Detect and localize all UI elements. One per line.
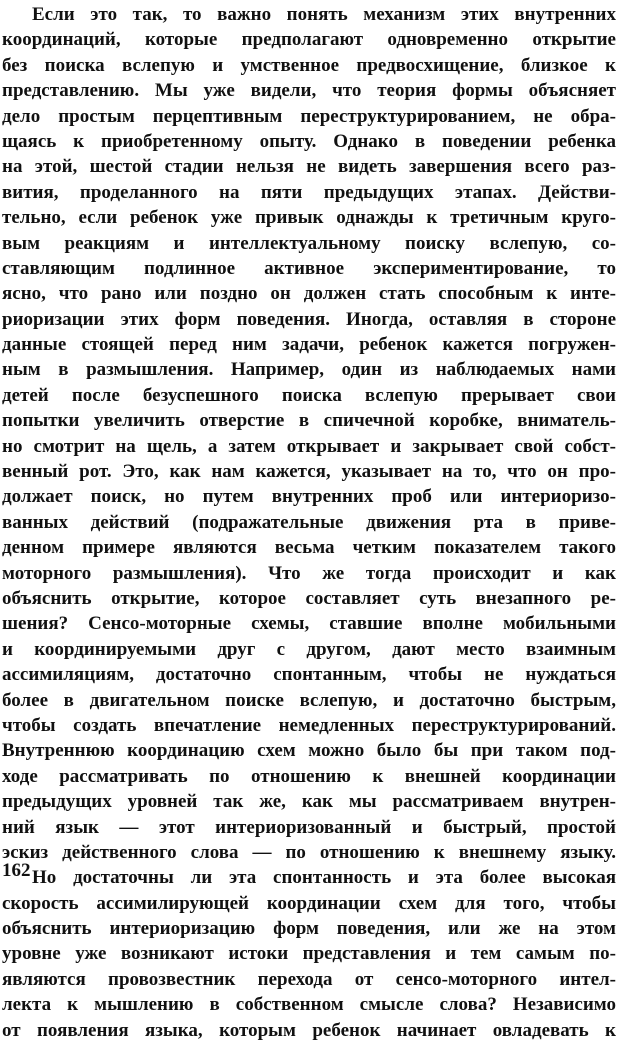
text-line: ний язык — этот интериоризованный и быстрый, простой — [2, 816, 616, 838]
text-line: более в двигательном поиске вслепую, и достаточно быстрым, — [2, 689, 616, 711]
text-line: риоризации этих форм поведения. Иногда, оставляя в стороне — [2, 308, 616, 330]
text-line: вития, проделанного на пяти предыдущих этапах. Действи- — [2, 181, 616, 203]
text-line: попытки увеличить отверстие в спичечной коробке, вниматель- — [2, 410, 616, 432]
text-line: тельно, если ребенок уже привык однажды к третичным круго- — [2, 207, 616, 229]
text-line: и координируемыми друг с другом, дают место взаимным — [2, 638, 616, 660]
text-line: лекта к мышлению в собственном смысле слова? Независимо — [2, 994, 616, 1016]
text-line: предыдущих уровней так же, как мы рассматриваем внутрен- — [2, 791, 616, 813]
text-line: ванных действий (подражательные движения рта в приве- — [2, 511, 616, 533]
text-line: Внутреннюю координацию схем можно было бы при таком под- — [2, 740, 616, 762]
text-line: вым реакциям и интеллектуальному поиску вслепую, со- — [2, 232, 616, 254]
text-line: венный рот. Это, как нам кажется, указывает на то, что он про- — [2, 461, 616, 483]
text-line: Но достаточны ли эта спонтанность и эта более высокая — [32, 867, 616, 889]
text-line: являются провозвестник перехода от сенсо-моторного интел- — [2, 968, 616, 990]
text-line: ассимиляциям, достаточно спонтанным, чтобы не нуждаться — [2, 664, 616, 686]
text-line: ходе рассматривать по отношению к внешней координации — [2, 765, 616, 787]
text-line: дело простым перцептивным переструктурированием, не обра- — [2, 105, 616, 127]
text-line: объяснить интериоризацию форм поведения, или же на этом — [2, 918, 616, 940]
text-line: должает поиск, но путем внутренних проб или интериоризо- — [2, 486, 616, 508]
body-text — [2, 2, 616, 1043]
text-line: ным в размышления. Например, один из наблюдаемых нами — [2, 359, 616, 381]
text-line: Если это так, то важно понять механизм этих внутренних — [32, 4, 616, 25]
text-line: эскиз действенного слова — по отношению к внешнему языку. — [2, 841, 616, 863]
text-line: координаций, которые предполагают одновременно открытие — [2, 29, 616, 51]
text-line: представлению. Мы уже видели, что теория формы объясняет — [2, 80, 616, 102]
text-line: моторного размышления). Что же тогда происходит и как — [2, 562, 616, 584]
text-line: скорость ассимилирующей координации схем для того, чтобы — [2, 892, 616, 914]
text-line: но смотрит на щель, а затем открывает и закрывает свой собст- — [2, 435, 616, 457]
text-line: щаясь к приобретенному опыту. Однако в поведении ребенка — [2, 130, 616, 152]
text-line: на этой, шестой стадии нельзя не видеть завершения всего раз- — [2, 156, 616, 178]
text-line: ясно, что рано или поздно он должен стать способным к интe- — [2, 283, 616, 305]
text-line: объяснить открытие, которое составляет суть внезапного ре- — [2, 587, 616, 609]
text-line: от появления языка, которым ребенок начинает овладевать к — [2, 1019, 616, 1041]
page-number: 162 — [2, 860, 31, 881]
text-line: денном примере являются весьма четким показателем такого — [2, 537, 616, 559]
text-line: уровне уже возникают истоки представления и тем самым по- — [2, 943, 616, 965]
text-line: ставляющим подлинное активное экспериментирование, то — [2, 257, 616, 279]
text-line: без поиска вслепую и умственное предвосхищение, близкое к — [2, 54, 616, 76]
text-line: детей после безуспешного поиска вслепую прерывает свои — [2, 384, 616, 406]
text-line: шения? Сенсо-моторные схемы, ставшие вполне мобильными — [2, 613, 616, 635]
text-line: чтобы создать впечатление немедленных переструктурирований. — [2, 714, 616, 736]
text-line: данные стоящей перед ним задачи, ребенок кажется погружен- — [2, 334, 616, 356]
